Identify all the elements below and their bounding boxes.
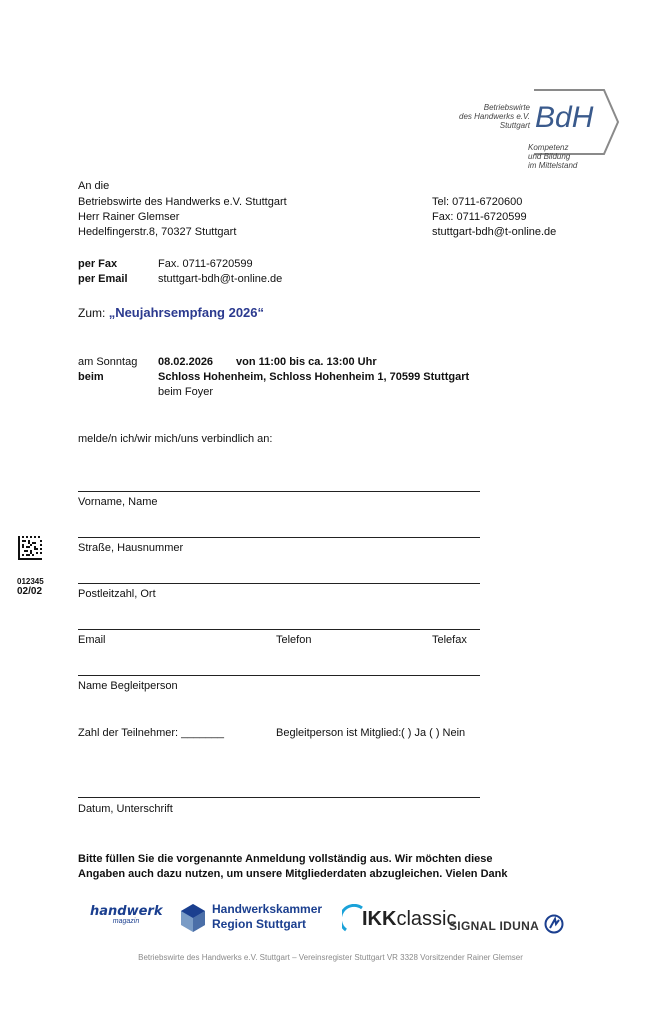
participant-count-field[interactable]: Zahl der Teilnehmer: _______	[78, 727, 224, 739]
closing-note-line: Bitte füllen Sie die vorgenannte Anmeldung vollständig aus. Wir möchten diese	[78, 853, 493, 865]
recipient-line: Hedelfingerstr.8, 70327 Stuttgart	[78, 226, 237, 238]
handwerkskammer-line: Region Stuttgart	[212, 917, 306, 931]
ikk-classic-logo	[362, 907, 456, 931]
handwerkskammer-logo-text	[212, 902, 322, 932]
handwerk-logo-text: handwerk	[90, 904, 163, 919]
registration-intro: melde/n ich/wir mich/uns verbindlich an:	[78, 433, 273, 445]
handwerk-logo-sub: magazin	[112, 918, 140, 925]
send-email-value: stuttgart-bdh@t-online.de	[158, 273, 283, 285]
contact-email: stuttgart-bdh@t-online.de	[432, 226, 557, 238]
phone-field-label: Telefon	[276, 634, 312, 646]
event-place: Schloss Hohenheim, Schloss Hohenheim 1, 70599 Stuttgart	[158, 371, 470, 383]
event-day-label: am Sonntag	[78, 356, 138, 368]
contact-tel: Tel: 0711-6720600	[432, 196, 523, 208]
closing-note-line: Angaben auch dazu nutzen, um unsere Mitgliederdaten abzugleichen. Vielen Dank	[78, 868, 508, 880]
logo-tagline: Kompetenz und Bildung im Mittelstand	[528, 143, 578, 170]
signal-iduna-logo: SIGNAL IDUNA	[449, 919, 540, 933]
subject-title: „Neujahrsempfang 2026“	[108, 305, 265, 320]
recipient-line: Betriebswirte des Handwerks e.V. Stuttgart	[78, 196, 287, 208]
city-field-label: Postleitzahl, Ort	[78, 588, 156, 600]
subject-prefix: Zum:	[78, 306, 106, 320]
recipient-line: An die	[78, 180, 110, 192]
contact-input-line[interactable]	[78, 629, 480, 630]
side-page-number: 02/02	[17, 586, 43, 597]
logo-org-name: Betriebswirte des Handwerks e.V. Stuttgart	[459, 103, 530, 130]
city-input-line[interactable]	[78, 583, 480, 584]
logo-mark: BdH	[535, 101, 594, 134]
datamatrix-code-icon	[18, 536, 42, 560]
event-place-label: beim	[78, 371, 104, 383]
street-field-label: Straße, Hausnummer	[78, 542, 184, 554]
name-field-label: Vorname, Name	[78, 496, 158, 508]
send-fax-label: per Fax	[78, 258, 118, 270]
handwerkskammer-emblem-icon	[178, 902, 208, 932]
subject	[78, 305, 264, 321]
street-input-line[interactable]	[78, 537, 480, 538]
signal-iduna-emblem-icon	[544, 914, 564, 934]
event-date: 08.02.2026	[158, 356, 214, 368]
name-input-line[interactable]	[78, 491, 480, 492]
signature-field-label: Datum, Unterschrift	[78, 803, 173, 815]
email-field-label: Email	[78, 634, 106, 646]
event-time: von 11:00 bis ca. 13:00 Uhr	[236, 356, 377, 368]
event-place-detail: beim Foyer	[158, 386, 214, 398]
contact-fax: Fax: 0711-6720599	[432, 211, 527, 223]
footer-text: Betriebswirte des Handwerks e.V. Stuttgart – Vereinsregister Stuttgart VR 3328 Vorsitzender Rainer Glemser	[138, 953, 523, 962]
side-code: 012345	[17, 577, 44, 586]
companion-input-line[interactable]	[78, 675, 480, 676]
send-email-label: per Email	[78, 273, 128, 285]
ikk-logo-bold: IKK	[362, 908, 397, 930]
send-fax-value: Fax. 0711-6720599	[158, 258, 253, 270]
member-question: Begleitperson ist Mitglied:	[276, 727, 402, 739]
handwerkskammer-line: Handwerkskammer	[212, 902, 323, 916]
signature-input-line[interactable]	[78, 797, 480, 798]
ikk-logo-classic: classic	[396, 908, 457, 930]
handwerk-magazin-logo	[90, 905, 162, 926]
fax-field-label: Telefax	[432, 634, 467, 646]
member-options[interactable]: ( ) Ja ( ) Nein	[401, 727, 466, 739]
companion-field-label: Name Begleitperson	[78, 680, 178, 692]
recipient-line: Herr Rainer Glemser	[78, 211, 180, 223]
